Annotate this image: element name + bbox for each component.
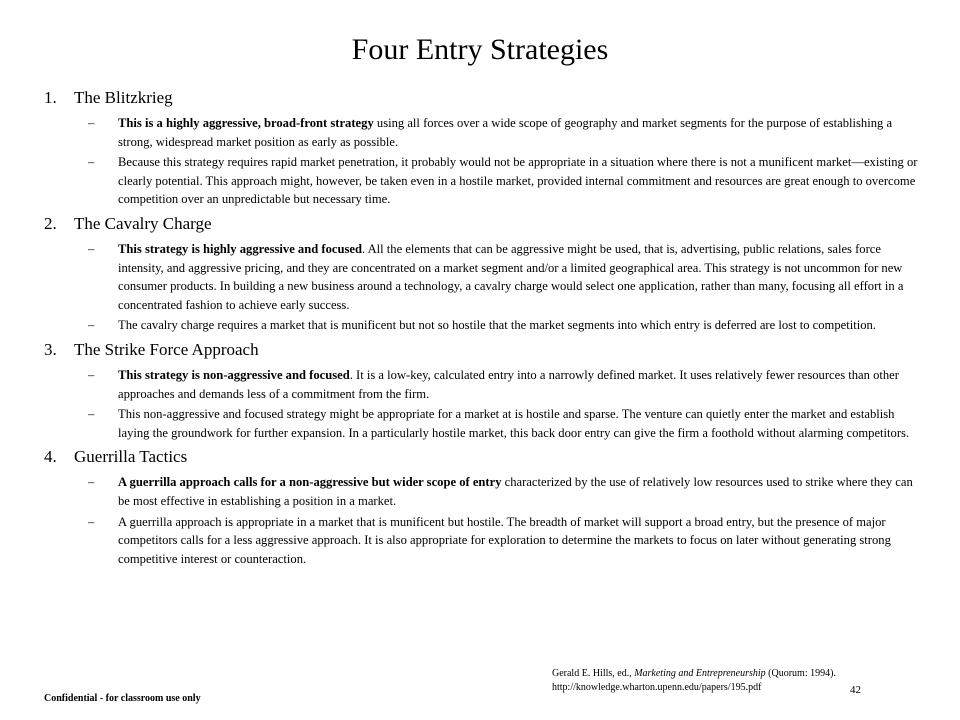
bullet-item (44, 316, 924, 335)
bullet-item (44, 240, 924, 314)
strategy-list (44, 86, 924, 571)
bullet-dash: – (88, 116, 95, 130)
bullet-bold-text: This is a highly aggressive, broad-front strategy (118, 116, 374, 130)
bullet-dash: – (88, 407, 95, 422)
citation-url: http://knowledge.wharton.upenn.edu/papers/195.pdf (552, 682, 762, 693)
strategy-section-guerrilla-tactics (44, 445, 924, 568)
bullet-body-text: characterized by the use of relatively low resources used to strike where they can be most effective in establishing a position in a market. (118, 475, 913, 508)
citation-book-title: Marketing and Entrepreneurship (634, 668, 766, 679)
strategy-section-cavalry-charge (44, 212, 924, 335)
section-title: The Blitzkrieg (74, 88, 173, 107)
bullet-item (44, 153, 924, 209)
section-number: 3. (44, 339, 57, 359)
bullet-text (118, 240, 924, 314)
section-heading (44, 212, 924, 236)
bullet-text (118, 513, 924, 569)
bullet-dash: – (88, 475, 95, 490)
section-title: The Cavalry Charge (74, 213, 212, 233)
bullet-item (44, 114, 924, 151)
bullet-text (118, 473, 924, 510)
bullet-text (118, 114, 924, 151)
bullet-body-text: . It is a low-key, calculated entry into a narrowly defined market. It uses relatively fewer resources than other approaches and demands less of a commitment from the firm. (118, 367, 899, 401)
section-number: 4. (44, 447, 57, 467)
section-heading (44, 338, 924, 362)
bullet-text (118, 405, 924, 442)
slide-title: Four Entry Strategies (351, 33, 609, 66)
confidential-footer: Confidential - for classroom use only (44, 693, 201, 704)
bullet-dash: – (88, 514, 95, 529)
bullet-item (44, 473, 924, 510)
bullet-bold-text: This strategy is non-aggressive and focused (118, 367, 350, 382)
bullet-dash: – (88, 318, 95, 333)
bullet-dash: – (88, 241, 95, 256)
bullet-item (44, 405, 924, 442)
bullet-dash: – (88, 367, 95, 382)
citation-publisher: (Quorum: 1994). (765, 668, 836, 679)
bullet-body-text: Because this strategy requires rapid market penetration, it probably would not be appropriate in a situation where there is not a munificent market—existing or clearly potential. This approach might, however, be taken even in a hostile market, provided internal commitment and resources are great enough to overcome competition over an unpredictable but necessary time. (118, 155, 918, 207)
bullet-text (118, 153, 924, 209)
page-number: 42 (850, 684, 861, 696)
strategy-section-blitzkrieg (44, 86, 924, 209)
section-title: Guerrilla Tactics (74, 447, 188, 467)
bullet-text (118, 366, 924, 403)
section-number: 2. (44, 213, 57, 233)
bullet-body-text: using all forces over a wide scope of geography and market segments for the purpose of establishing a strong, widespread market position as early as possible. (118, 116, 893, 149)
section-heading (44, 86, 924, 110)
section-number: 1. (44, 88, 57, 107)
bullet-body-text: This non-aggressive and focused strategy might be appropriate for a market at is hostile and sparse. The venture can quietly enter the market and establish laying the groundwork for further expansion. In a particularly hostile market, this back door entry can give the firm a foothold without alarming competitors. (118, 407, 910, 440)
section-title: The Strike Force Approach (74, 339, 259, 359)
bullet-body-text: A guerrilla approach is appropriate in a market that is munificent but hostile. The breadth of market will support a broad entry, but the presence of major competitors calls for a less aggressive approach. It is also appropriate for exploration to determine the markets to focus on later without generating strong competitive interest or counteraction. (118, 514, 891, 566)
bullet-text (118, 316, 924, 335)
citation-author: Gerald E. Hills, ed., (552, 668, 635, 679)
bullet-body-text: The cavalry charge requires a market that is munificent but not so hostile that the market segments into which entry is deferred are lost to competition. (118, 318, 876, 333)
bullet-bold-text: A guerrilla approach calls for a non-aggressive but wider scope of entry (118, 475, 502, 490)
bullet-body-text: . All the elements that can be aggressive might be used, that is, advertising, public relations, sales force intensity, and aggressive pricing, and they are concentrated on a market segment and/or a limited geographical area. This strategy is not uncommon for new consumer products. In building a new business around a technology, a cavalry charge would select one application, rather than many, focusing all effort in a concentrated fashion to achieve early success. (118, 241, 904, 312)
strategy-section-strike-force (44, 338, 924, 442)
bullet-dash: – (88, 155, 95, 170)
bullet-item (44, 366, 924, 403)
citation-reference (552, 667, 836, 681)
bullet-bold-text: This strategy is highly aggressive and focused (118, 241, 362, 256)
citation (552, 667, 836, 695)
bullet-item (44, 513, 924, 569)
section-heading (44, 445, 924, 469)
